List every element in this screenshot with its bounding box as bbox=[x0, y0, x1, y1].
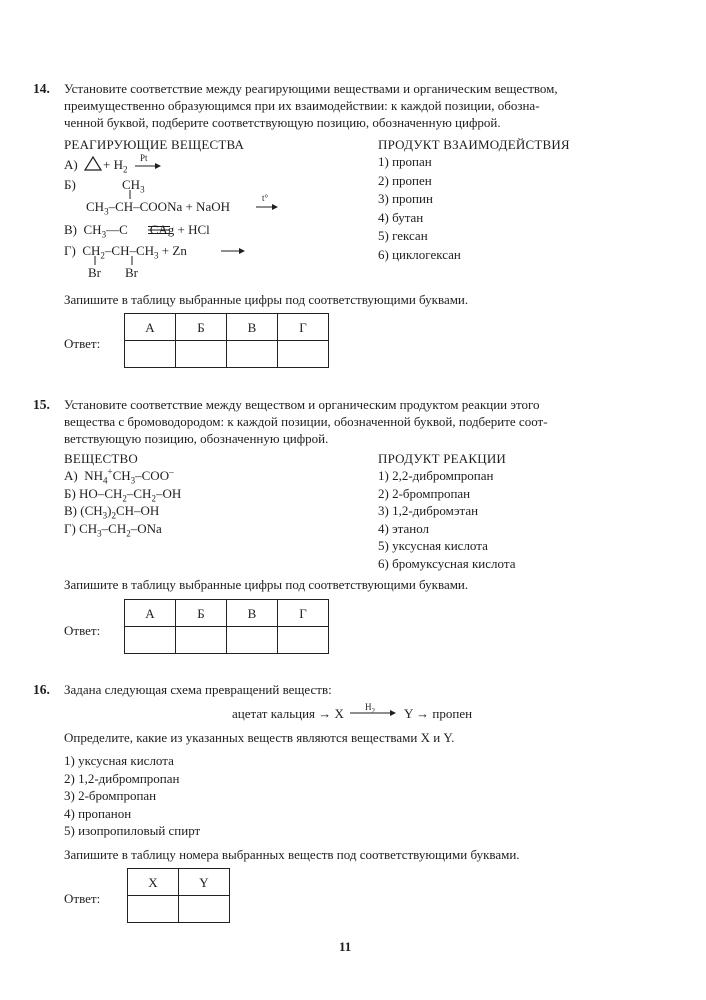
list-item: 5) изопропиловый спирт bbox=[64, 823, 201, 838]
reagent-v-formula: В) $CH_3—C$ CAg + HCl bbox=[64, 222, 210, 240]
answer-header-g: Г bbox=[278, 314, 329, 341]
list-item: 4) пропанон bbox=[64, 805, 132, 821]
answer-header-a: А bbox=[125, 600, 176, 627]
answer-cell-v[interactable] bbox=[227, 341, 278, 368]
column-header-reagents: РЕАГИРУЮЩИЕ ВЕЩЕСТВА bbox=[64, 137, 245, 152]
question-number-15: 15. bbox=[33, 397, 50, 412]
list-item: В) $(CH_3)_2CH-OH$ bbox=[64, 503, 160, 521]
bromine-label-1: Br bbox=[88, 265, 101, 280]
reaction-products-list bbox=[378, 467, 515, 572]
answer-cell-a[interactable] bbox=[125, 627, 176, 654]
answer-label: Ответ: bbox=[64, 623, 101, 638]
column-header-reaction-product: ПРОДУКТ РЕАКЦИИ bbox=[378, 451, 507, 466]
answer-header-y: Y bbox=[179, 869, 230, 896]
question-15-text: Установите соответствие между веществом и органическим продуктом реакции этого вещества с бромоводородом: к каждой позиции, обозначенной буквой, подберите соот- ветствующую позицию, обозначенную цифрой. bbox=[64, 397, 548, 446]
answer-header-x: X bbox=[128, 869, 179, 896]
instruction-text: Запишите в таблицу выбранные цифры под соответствующими буквами. bbox=[64, 292, 469, 307]
reagent-b-prefix: Б) bbox=[64, 177, 76, 192]
reaction-arrow-icon bbox=[221, 248, 245, 256]
reagent-a: А) bbox=[64, 157, 78, 172]
list-item: 2) пропен bbox=[378, 172, 432, 188]
list-item: 5) уксусная кислота bbox=[378, 538, 488, 553]
answer-cell-g[interactable] bbox=[278, 627, 329, 654]
reagent-b-ch3-branch: $CH_3$ bbox=[122, 177, 145, 195]
column-header-substance: ВЕЩЕСТВО bbox=[64, 451, 138, 466]
column-header-products: ПРОДУКТ ВЗАИМОДЕЙСТВИЯ bbox=[378, 137, 570, 152]
list-item: Г) $CH_3-CH_2$–ONa bbox=[64, 520, 162, 539]
list-item: 2) 2-бромпропан bbox=[378, 485, 471, 501]
list-item: 6) бромуксусная кислота bbox=[378, 555, 516, 571]
list-item: Б) $HO-CH_2-CH_2-OH$ bbox=[64, 485, 182, 504]
list-item: 4) этанол bbox=[378, 520, 430, 536]
list-item: 1) 2,2-дибромпропан bbox=[378, 468, 494, 483]
list-item: 2) 1,2-дибромпропан bbox=[64, 770, 180, 786]
answer-cell-g[interactable] bbox=[278, 341, 329, 368]
scheme-reagent-label: $H_2$ bbox=[365, 702, 375, 715]
question-16-prompt: Определите, какие из указанных веществ являются веществами X и Y. bbox=[64, 730, 455, 745]
question-number-14: 14. bbox=[33, 81, 50, 96]
answer-cell-b[interactable] bbox=[176, 627, 227, 654]
answer-header-b: Б bbox=[176, 600, 227, 627]
answer-table-14 bbox=[124, 313, 329, 368]
question-14-text: Установите соответствие между реагирующими веществами и органическим веществом, преимущественно образующимся при их взаимодействии: к каждой позиции, обозна- ченной буквой, подберите соответствующую позицию, обозначенную цифрой. bbox=[64, 81, 558, 130]
reagent-g-formula: Г) $CH_2-CH-CH_3 + Zn$ bbox=[64, 243, 187, 261]
bromine-label-2: Br bbox=[125, 265, 138, 280]
substances-list bbox=[64, 467, 181, 537]
list-item: 1) уксусная кислота bbox=[64, 753, 174, 768]
answer-header-v: В bbox=[227, 600, 278, 627]
instruction-text: Запишите в таблицу выбранные цифры под соответствующими буквами. bbox=[64, 577, 469, 592]
list-item: 3) 2-бромпропан bbox=[64, 788, 157, 803]
conversion-scheme-start: ацетат кальция → X bbox=[232, 706, 344, 721]
answer-header-g: Г bbox=[278, 600, 329, 627]
answer-cell-a[interactable] bbox=[125, 341, 176, 368]
answer-header-a: А bbox=[125, 314, 176, 341]
answer-cell-b[interactable] bbox=[176, 341, 227, 368]
reaction-arrow-icon bbox=[135, 163, 161, 171]
products-list bbox=[378, 153, 461, 264]
answer-label: Ответ: bbox=[64, 891, 101, 906]
answer-cell-x[interactable] bbox=[128, 896, 179, 923]
answer-header-b: Б bbox=[176, 314, 227, 341]
list-item: 1) пропан bbox=[378, 154, 432, 169]
reagent-a-formula: + $H_2$ bbox=[103, 157, 128, 175]
list-item: 6) циклогексан bbox=[378, 246, 461, 262]
list-item: 3) 1,2-дибромэтан bbox=[378, 503, 479, 518]
page-number: 11 bbox=[339, 939, 352, 954]
answer-label: Ответ: bbox=[64, 336, 101, 351]
catalyst-pt-label: Pt bbox=[140, 153, 148, 163]
reaction-arrow-icon bbox=[256, 204, 278, 212]
scheme-arrow-icon bbox=[350, 710, 396, 718]
reagent-b-formula: $CH_3-CH$–COONa + NaOH bbox=[86, 199, 230, 217]
conversion-scheme-end: Y → пропен bbox=[404, 706, 473, 721]
instruction-text: Запишите в таблицу номера выбранных веществ под соответствующими буквами. bbox=[64, 847, 520, 862]
answer-table-16 bbox=[127, 868, 230, 923]
answer-table-15 bbox=[124, 599, 329, 654]
temperature-label: t° bbox=[262, 193, 269, 203]
question-16-text: Задана следующая схема превращений веществ: bbox=[64, 682, 332, 697]
answer-header-v: В bbox=[227, 314, 278, 341]
triple-bond-icon bbox=[148, 224, 170, 236]
list-item: 3) пропин bbox=[378, 191, 433, 206]
question-number-16: 16. bbox=[33, 682, 50, 697]
options-list bbox=[64, 752, 200, 840]
cyclopropane-icon bbox=[84, 155, 102, 172]
answer-cell-v[interactable] bbox=[227, 627, 278, 654]
list-item: 5) гексан bbox=[378, 228, 428, 243]
answer-cell-y[interactable] bbox=[179, 896, 230, 923]
list-item: А) $NH_4^+CH_3-COO^-$ bbox=[64, 466, 174, 486]
list-item: 4) бутан bbox=[378, 209, 424, 225]
